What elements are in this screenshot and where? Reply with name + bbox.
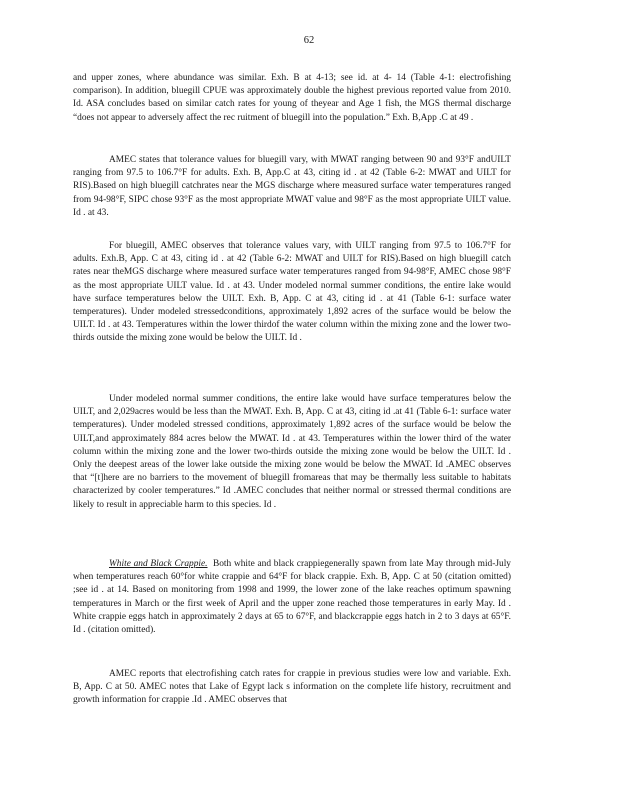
paragraph-continuation: and upper zones, where abundance was similar. Exh. B at 4-13; see id. at 4- 14 (Table 4-1: electrofishing comparison). In addition, bluegill CPUE was approximately double the highest previous reported value from 2010. Id. ASA concludes based on similar catch rates for young of theyear and Age 1 fish, the MGS thermal discharge “does not appear to adversely affect the rec ruitment of bluegill into the population.” Exh. B,App .C at 49 . bbox=[73, 73, 511, 123]
paragraph-bluegill-tolerance: AMEC states that tolerance values for bluegill vary, with MWAT ranging between 90 and 93°F andUILT ranging from 97.5 to 106.7°F for adults. Exh. B, App.C at 43, citing id . at 42 (Table 6-2: MWAT and UILT for RIS).Based on high bluegill catchrates near the MGS discharge where measured surface water temperatures ranged from 94-98°F, SIPC chose 93°F as the most appropriate MWAT value and 98°F as the most appropriate UILT value. Id . at 43. bbox=[73, 155, 511, 218]
paragraph-bluegill-summer-conditions: Under modeled normal summer conditions, the entire lake would have surface temperatures below the UILT, and 2,029acres would be less than the MWAT. Exh. B, App. C at 43, citing id .at 41 (Table 6-1: surface water temperatures). Under modeled stressed conditions, approximately 1,892 acres of the surface would be below the UILT,and approximately 884 acres below the MWAT. Id . at 43. Temperatures within the lower third of the water column within the mixing zone and the lower two-thirds outside the mixing zone would be below the UILT. Id . Only the deepest areas of the lower lake outside the mixing zone would be below the MWAT. Id .AMEC observes that “[t]here are no barriers to the movement of bluegill fromareas that may be thermally less suitable to habitats characterized by cooler temperatures.” Id .AMEC concludes that neither normal or stressed thermal conditions are likely to result in appreciable harm to this species. Id . bbox=[73, 394, 511, 510]
paragraph-crappie-catch-rates: AMEC reports that electrofishing catch rates for crappie in previous studies were low and variable. Exh. B, App. C at 50. AMEC notes that Lake of Egypt lack s information on the complete life history, recruitment and growth information for crappie .Id . AMEC observes that bbox=[73, 669, 511, 706]
page-number: 62 bbox=[303, 35, 315, 46]
paragraph-crappie-text: Both white and black crappiegenerally spawn from late May through mid-July when temperatures reach 60°for white crappie and 64°F for black crappie. Exh. B, App. C at 50 (citation omitted) ;see id . at 14. Based on monitoring from 1998 and 1999, the lower zone of the lake reaches optimum spawning temperatures in March or the first week of April and the upper zone reached those temperatures in early May. Id . White crappie eggs hatch in approximately 2 days at 65 to 67°F, and blackcrappie eggs hatch in 2 to 3 days at 65°F. Id . (citation omitted). bbox=[73, 559, 511, 636]
paragraph-bluegill-uilt: For bluegill, AMEC observes that tolerance values vary, with UILT ranging from 97.5 to 106.7°F for adults. Exh.B, App. C at 43, citing id . at 42 (Table 6-2: MWAT and UILT for RIS).Based on high bluegill catch rates near theMGS discharge where measured surface water temperatures ranged from 94-98°F, AMEC chose 98°F as the most appropriate UILT value. Id . at 43. Under modeled normal summer conditions, the entire lake would have surface temperatures below the UILT. Exh. B, App. C at 43, citing id . at 41 (Table 6-1: surface water temperatures). Under modeled stressedconditions, approximately 1,892 acres of the surface would be below the UILT. Id . at 43. Temperatures within the lower thirdof the water column within the mixing zone and the lower two-thirds outside the mixing zone would be below the UILT. Id . bbox=[73, 241, 511, 344]
section-heading-crappie: White and Black Crappie. bbox=[109, 559, 208, 569]
paragraph-crappie-spawning bbox=[73, 558, 511, 637]
